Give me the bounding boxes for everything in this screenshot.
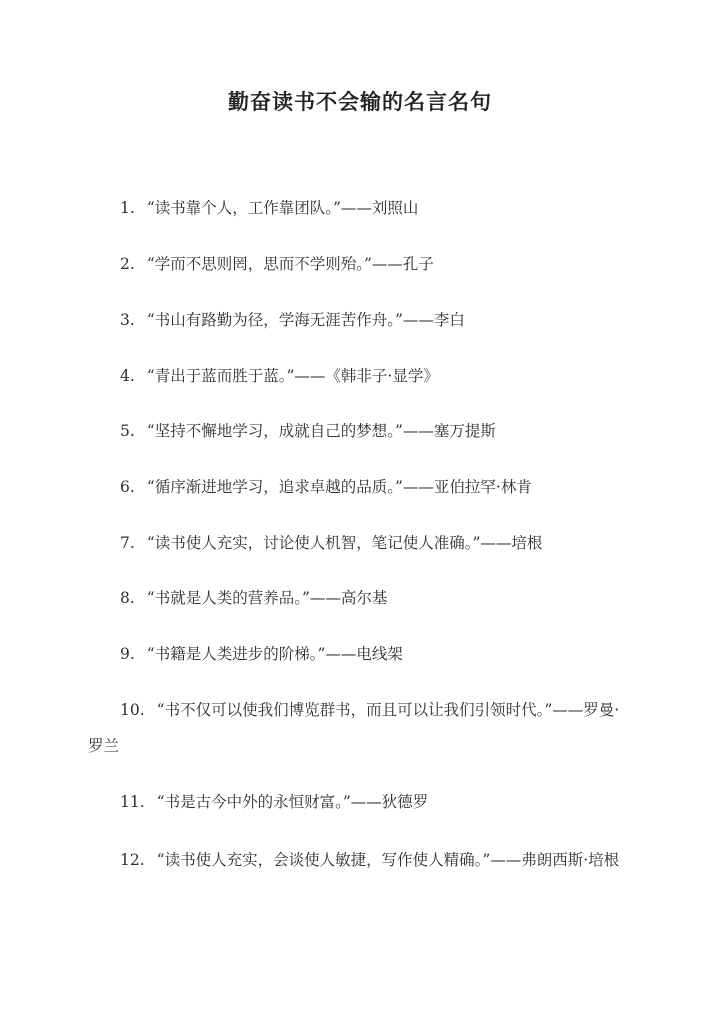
quote-item <box>88 302 633 338</box>
quote-text: “坚持不懈地学习，成就自己的梦想。”——塞万提斯 <box>146 422 496 440</box>
quote-text: “书籍是人类进步的阶梯。”——电线架 <box>146 645 403 663</box>
quote-number: 12. <box>120 851 145 869</box>
quote-text: “青出于蓝而胜于蓝。”——《韩非子·显学》 <box>146 367 439 385</box>
quote-item <box>88 842 633 878</box>
quote-text: “读书使人充实，会谈使人敏捷，写作使人精确。”——弗朗西斯·培根 <box>156 851 620 869</box>
quote-text: “书就是人类的营养品。”——高尔基 <box>146 589 388 607</box>
quote-item <box>88 692 633 764</box>
quote-text: “循序渐进地学习，追求卓越的品质。”——亚伯拉罕·林肯 <box>146 478 532 496</box>
quote-item <box>88 580 633 616</box>
quote-item <box>88 413 633 449</box>
quote-number: 5. <box>120 422 135 440</box>
quote-text: “书山有路勤为径，学海无涯苦作舟。”——李白 <box>146 311 465 329</box>
quote-item <box>88 358 633 394</box>
quote-item <box>88 190 633 226</box>
quote-number: 11. <box>120 793 145 811</box>
quote-number: 6. <box>120 478 135 496</box>
quote-text: “读书使人充实，讨论使人机智，笔记使人准确。”——培根 <box>146 534 543 552</box>
quote-item <box>88 784 633 820</box>
quote-item <box>88 525 633 561</box>
quote-number: 3. <box>120 311 135 329</box>
quote-item <box>88 636 633 672</box>
quote-text: “书是古今中外的永恒财富。”——狄德罗 <box>156 793 429 811</box>
document-title: 勤奋读书不会输的名言名句 <box>228 89 492 114</box>
quote-number: 10. <box>120 701 145 719</box>
quote-text: “书不仅可以使我们博览群书，而且可以让我们引领时代。”——罗曼·罗兰 <box>88 701 620 755</box>
quote-number: 9. <box>120 645 135 663</box>
quote-number: 1. <box>120 199 135 217</box>
quote-number: 7. <box>120 534 135 552</box>
quote-number: 8. <box>120 589 135 607</box>
quote-item <box>88 469 633 505</box>
quote-text: “学而不思则罔，思而不学则殆。”——孔子 <box>146 255 434 273</box>
quote-number: 2. <box>120 255 135 273</box>
quote-text: “读书靠个人，工作靠团队。”——刘照山 <box>146 199 419 217</box>
quote-item <box>88 246 633 282</box>
quote-number: 4. <box>120 367 135 385</box>
